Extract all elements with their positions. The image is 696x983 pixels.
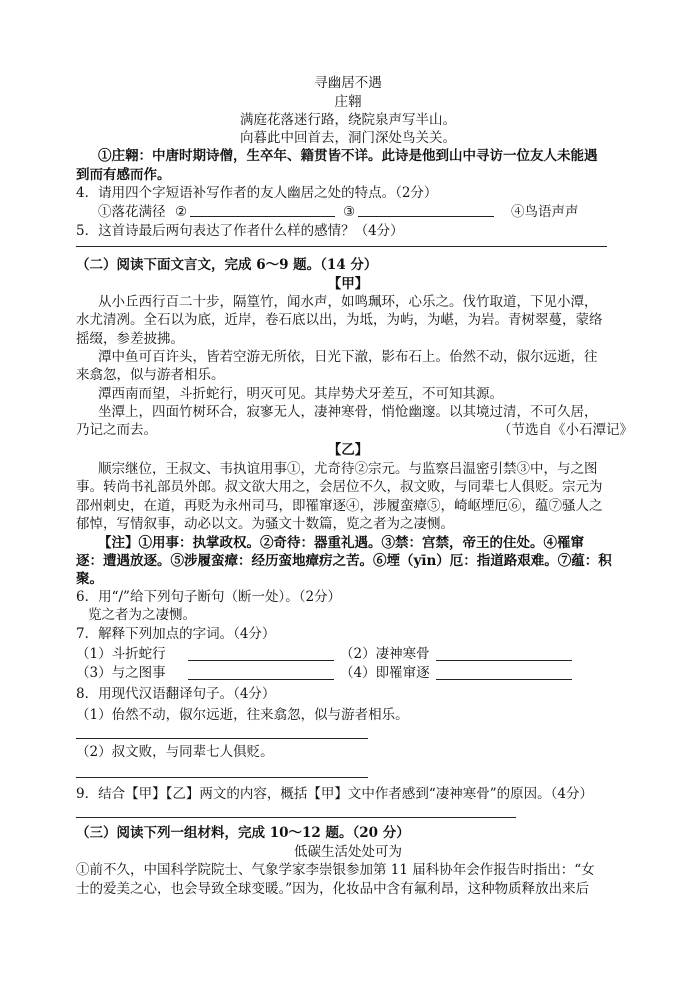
q4-option-3-label: ③ xyxy=(343,204,356,220)
q8-sentence-1: （1）佁然不动，俶尔远逝，往来翕忽，似与游者相乐。 xyxy=(76,707,409,723)
jia-p1-line-3: 摇缀，参差披拂。 xyxy=(76,331,184,347)
q7-answer-blank-1[interactable] xyxy=(188,660,334,661)
yi-line-1: 顺宗继位，王叔文、韦执谊用事①，尤奇待②宗元。与监察吕温密引禁③中，与之图 xyxy=(98,461,598,477)
poem-line-2: 向暮此中回首去，洞门深处鸟关关。 xyxy=(240,130,456,146)
q7-item-4: （4）即罹窜逐 xyxy=(340,665,430,681)
jia-source: （节选自《小石潭记》 xyxy=(498,422,633,438)
q8-answer-line-2[interactable] xyxy=(76,777,368,778)
q8-answer-line-1[interactable] xyxy=(76,738,368,739)
jia-p2-line-1: 潭中鱼可百许头，皆若空游无所依，日光下澈，影布石上。佁然不动，俶尔远逝，往 xyxy=(98,349,598,365)
q4-answer-blank-2[interactable] xyxy=(190,216,335,217)
yi-notes-line-2: 逐：遭遇放逐。⑤涉履蛮瘴：经历蛮地瘴疠之苦。⑥堙（yīn）厄：指道路艰难。⑦蕴：积 xyxy=(76,553,612,569)
question-9: 9．结合【甲】【乙】两文的内容，概括【甲】文中作者感到“凄神寒骨”的原因。（4分） xyxy=(76,786,593,802)
yi-line-2: 事。转尚书礼部员外郎。叔文欲大用之，会居位不久，叔文败，与同辈七人俱贬。宗元为 xyxy=(76,479,603,495)
q4-option-2-label: ② xyxy=(175,204,188,220)
poem-author: 庄翱 xyxy=(334,94,362,110)
jia-p2-line-2: 来翕忽，似与游者相乐。 xyxy=(76,367,225,383)
q7-answer-blank-3[interactable] xyxy=(188,679,334,680)
question-5: 5．这首诗最后两句表达了作者什么样的感情？（4分） xyxy=(76,223,404,239)
q7-answer-blank-2[interactable] xyxy=(436,660,572,661)
q5-answer-line[interactable] xyxy=(76,246,607,247)
q7-answer-blank-4[interactable] xyxy=(436,679,572,680)
poem-note-line-2: 到而有感而作。 xyxy=(76,167,171,183)
jia-p4-line-1: 坐潭上，四面竹树环合，寂寥无人，凄神寒骨，悄怆幽邃。以其境过清，不可久居， xyxy=(98,404,598,420)
yi-notes-line-3: 聚。 xyxy=(76,571,103,587)
question-7: 7．解释下列加点的字词。（4分） xyxy=(76,626,276,642)
jia-p1-line-1: 从小丘西行百二十步，隔篁竹，闻水声，如鸣珮环，心乐之。伐竹取道，下见小潭， xyxy=(98,294,598,310)
q7-item-2: （2）凄神寒骨 xyxy=(340,646,430,662)
passage-jia-tag: 【甲】 xyxy=(327,276,369,292)
sec3-p1-line-2: 士的爱美之心，也会导致全球变暖。”因为，化妆品中含有氟利昂，这种物质释放出来后 xyxy=(76,881,590,897)
q6-sentence[interactable]: 览之者为之凄恻。 xyxy=(88,607,196,623)
passage-yi-tag: 【乙】 xyxy=(327,442,369,458)
q4-answer-blank-3[interactable] xyxy=(358,216,494,217)
q7-item-3: （3）与之图事 xyxy=(76,665,166,681)
jia-p3-line-1: 潭西南而望，斗折蛇行，明灭可见。其岸势犬牙差互，不可知其源。 xyxy=(98,386,503,402)
q4-option-1: ①落花满径 xyxy=(98,204,166,220)
q4-option-4: ④鸟语声声 xyxy=(511,204,579,220)
q7-item-1: （1）斗折蛇行 xyxy=(76,646,166,662)
question-8: 8．用现代汉语翻译句子。（4分） xyxy=(76,686,276,702)
jia-p1-line-2: 水尤清冽。全石以为底，近岸，卷石底以出，为坻，为屿，为嵁，为岩。青树翠蔓，蒙络 xyxy=(76,312,603,328)
q8-sentence-2: （2）叔文败，与同辈七人俱贬。 xyxy=(76,744,274,760)
yi-line-4: 郁悼，写情叙事，动必以文。为骚文十数篇，览之者为之凄恻。 xyxy=(76,516,454,532)
section-3-title: 低碳生活处处可为 xyxy=(294,844,402,860)
sec3-p1-line-1: ①前不久，中国科学院院士、气象学家李崇银参加第 11 届科协年会作报告时指出：“女 xyxy=(76,862,595,878)
yi-notes-line-1: 【注】①用事：执掌政权。②奇待：器重礼遇。③禁：宫禁，帝王的住处。④罹窜 xyxy=(98,535,584,551)
jia-p4-line-2: 乃记之而去。 xyxy=(76,422,157,438)
question-6: 6．用“/”给下列句子断句（断一处）。（2分） xyxy=(76,589,342,605)
q9-answer-line[interactable] xyxy=(76,817,516,818)
yi-line-3: 邵州刺史，在道，再贬为永州司马，即罹窜逐④，涉履蛮瘴⑤，崎岖堙厄⑥，蕴⑦骚人之 xyxy=(76,498,603,514)
question-4: 4．请用四个字短语补写作者的友人幽居之处的特点。（2分） xyxy=(76,185,438,201)
section-2-heading: （二）阅读下面文言文，完成 6～9 题。（14 分） xyxy=(76,257,378,273)
poem-line-1: 满庭花落迷行路，绕院泉声写半山。 xyxy=(240,112,456,128)
section-3-heading: （三）阅读下列一组材料，完成 10～12 题。（20 分） xyxy=(76,825,410,841)
poem-title: 寻幽居不遇 xyxy=(314,75,382,91)
poem-note-line-1: ①庄翱：中唐时期诗僧，生卒年、籍贯皆不详。此诗是他到山中寻访一位友人未能遇 xyxy=(98,148,598,164)
